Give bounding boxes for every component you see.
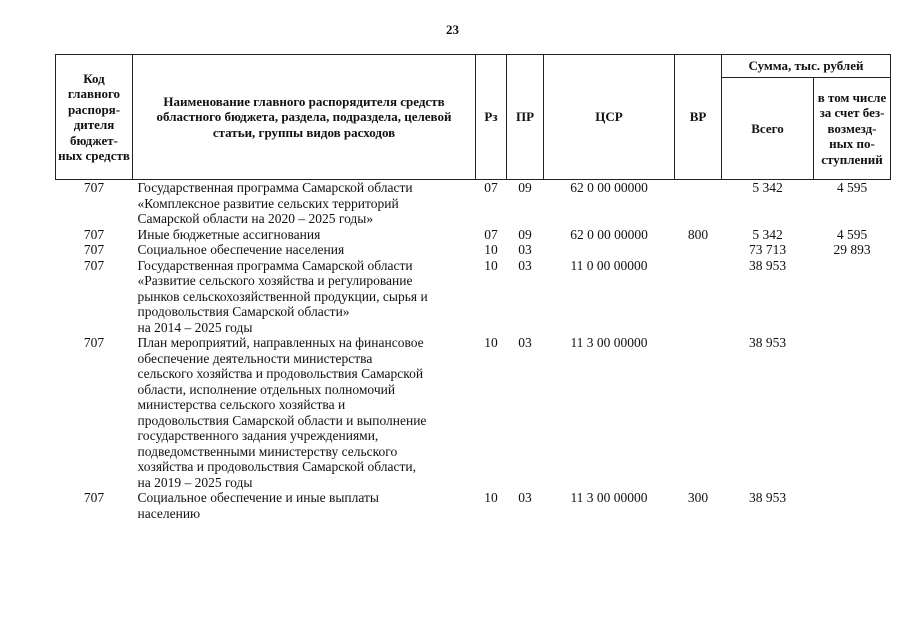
row-csr: 62 0 00 00000 [570, 226, 648, 242]
row-vr [675, 180, 722, 227]
row-total: 38 953 [748, 257, 787, 273]
header-name: Наименование главного распорядителя средств областного бюджета, раздела, подраздела, целевой статьи, группы видов расходов [133, 55, 476, 180]
header-sum: Сумма, тыс. рублей [722, 55, 891, 78]
page-number: 23 [446, 22, 459, 37]
row-free [814, 258, 891, 336]
row-total: 38 953 [748, 490, 787, 505]
row-rz: 07 [484, 180, 498, 195]
row-name: Государственная программа Самарской области «Комплексное развитие сельских территорий Самарской области на 2020 – 2025 годы» [137, 180, 413, 226]
row-pr: 03 [518, 490, 532, 505]
row-csr [544, 242, 675, 258]
table-row [56, 258, 891, 336]
row-free: 29 893 [833, 242, 871, 257]
row-vr: 300 [687, 490, 709, 505]
header-free: в том числе за счет без-возмезд-ных по-ступлений [814, 78, 891, 180]
row-vr [675, 242, 722, 258]
row-vr [675, 335, 722, 490]
row-vr [675, 258, 722, 336]
row-vr: 800 [687, 226, 709, 242]
table-row [56, 490, 891, 521]
table-body [56, 180, 891, 522]
header-code: Код главного распоря-дителя бюджет-ных средств [56, 55, 133, 180]
row-name: Иные бюджетные ассигнования [137, 226, 321, 242]
row-code: 707 [83, 490, 105, 505]
row-pr: 03 [518, 242, 532, 257]
row-free: 4 595 [836, 226, 868, 242]
table-row [56, 180, 891, 227]
row-rz: 10 [484, 335, 498, 350]
table-row [56, 335, 891, 490]
header-total: Всего [722, 78, 814, 180]
row-rz: 10 [484, 242, 498, 257]
row-rz: 10 [484, 490, 498, 505]
row-csr: 11 0 00 00000 [570, 257, 648, 273]
row-name: Государственная программа Самарской области «Развитие сельского хозяйства и регулирование рынков сельскохозяйственной продукции, сырья и продовольствия Самарской области» на 2014 – 2025 годы [137, 257, 428, 335]
row-code: 707 [83, 226, 105, 242]
row-name: Социальное обеспечение населения [137, 242, 345, 257]
row-name: Социальное обеспечение и иные выплаты населению [137, 490, 379, 521]
header-csr: ЦСР [544, 55, 675, 180]
header-pr: ПР [507, 55, 544, 180]
row-total: 5 342 [752, 226, 783, 242]
row-code: 707 [83, 242, 105, 257]
header-vr: ВР [675, 55, 722, 180]
row-code: 707 [83, 257, 105, 273]
row-total: 38 953 [748, 335, 787, 350]
row-rz: 10 [484, 257, 498, 273]
row-rz: 07 [484, 226, 498, 242]
row-csr: 11 3 00 00000 [570, 335, 648, 350]
row-free: 4 595 [836, 180, 868, 195]
row-code: 707 [83, 335, 105, 350]
row-total: 5 342 [752, 180, 783, 195]
row-pr: 03 [518, 257, 532, 273]
table-row [56, 227, 891, 243]
header-rz: Рз [476, 55, 507, 180]
table-header [56, 55, 891, 180]
row-pr: 03 [518, 335, 532, 350]
row-code: 707 [83, 180, 105, 195]
row-pr: 09 [518, 226, 532, 242]
row-csr: 11 3 00 00000 [570, 490, 648, 505]
table-row [56, 242, 891, 258]
row-free [814, 490, 891, 521]
row-csr: 62 0 00 00000 [570, 180, 648, 195]
row-free [814, 335, 891, 490]
row-total: 73 713 [748, 242, 787, 257]
budget-table [55, 54, 891, 521]
row-pr: 09 [518, 180, 532, 195]
row-name: План мероприятий, направленных на финансовое обеспечение деятельности министерства сельского хозяйства и продовольствия Самарской области, исполнение отдельных полномочий министерства сельского хозяйства и продовольствия Самарской области и выполнение государственного задания учреждениями, подведомственными министерству сельского хозяйства и продовольствия Самарской области, на 2019 – 2025 годы [137, 335, 427, 490]
